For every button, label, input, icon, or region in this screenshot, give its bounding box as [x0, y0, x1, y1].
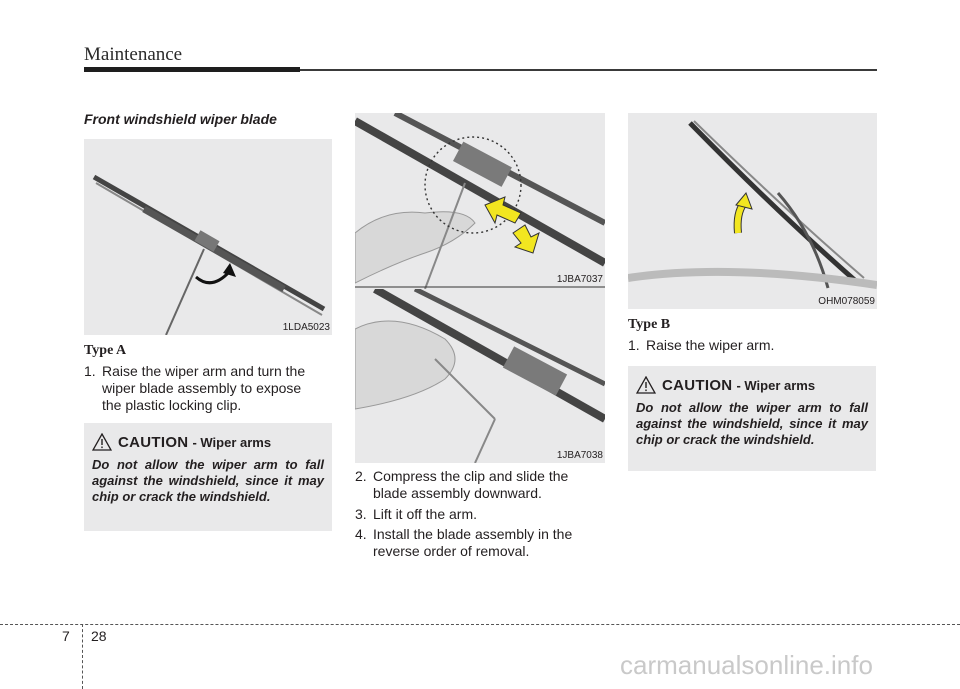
step-number: 1.: [84, 363, 96, 379]
header-title: Maintenance: [84, 44, 183, 65]
step-text: Lift it off the arm.: [373, 506, 478, 522]
header-rule: [300, 69, 877, 71]
figure-code: OHM078059: [818, 296, 875, 307]
type-a-step-1: [84, 363, 334, 414]
figure-code: 1JBA7038: [556, 450, 603, 461]
step-2: [355, 468, 607, 502]
step-number: 4.: [355, 526, 367, 542]
step-text: Install the blade assembly in the: [373, 526, 573, 542]
warning-triangle-icon: [92, 433, 112, 451]
wiper-blade-illustration: [84, 139, 332, 335]
figure-compress-clip: [355, 113, 605, 289]
type-b-step-1: [628, 337, 878, 354]
step-text-cont: blade assembly downward.: [373, 485, 542, 501]
header-bar: [84, 67, 300, 72]
step-3: [355, 506, 607, 523]
step-number: 2.: [355, 468, 367, 484]
caution-subtitle: - Wiper arms: [736, 377, 816, 393]
caution-subtitle: - Wiper arms: [192, 434, 272, 450]
step-number: 3.: [355, 506, 367, 522]
caution-word: CAUTION: [662, 376, 733, 394]
figure-code: 1JBA7037: [556, 274, 603, 285]
figure-type-b-raise: [628, 113, 877, 309]
step-text: Raise the wiper arm and turn the: [102, 363, 306, 379]
chapter-number: 7: [62, 628, 70, 644]
caution-body: Do not allow the wiper arm to fall against the windshield, since it may chip or crack the windshield.: [92, 457, 324, 504]
caution-body: Do not allow the wiper arm to fall against the windshield, since it may chip or crack the windshield.: [636, 400, 868, 447]
footer-rule: [0, 624, 960, 625]
watermark: carmanualsonline.info: [620, 650, 873, 680]
caution-header: [92, 433, 271, 451]
step-text-cont: the plastic locking clip.: [102, 397, 242, 413]
figure-code: 1LDA5023: [282, 322, 330, 333]
caution-header: [636, 376, 815, 394]
footer-divider: [82, 624, 83, 689]
step-text-cont: reverse order of removal.: [373, 543, 530, 559]
clip-compress-illustration: [355, 113, 605, 289]
figure-type-a-turn: [84, 139, 332, 335]
step-text: Raise the wiper arm.: [646, 337, 775, 353]
raise-arm-illustration: [628, 113, 877, 309]
caution-box-1: [84, 423, 332, 531]
section-title: Front windshield wiper blade: [84, 111, 277, 127]
type-a-label: Type A: [84, 343, 127, 358]
caution-box-2: [628, 366, 876, 471]
step-number: 1.: [628, 337, 640, 353]
lift-blade-illustration: [355, 289, 605, 463]
caution-word: CAUTION: [118, 433, 189, 451]
step-4: [355, 526, 607, 560]
figure-lift-blade: [355, 289, 605, 463]
warning-triangle-icon: [636, 376, 656, 394]
step-text-cont: wiper blade assembly to expose: [102, 380, 302, 396]
step-text: Compress the clip and slide the: [373, 468, 569, 484]
type-b-label: Type B: [628, 317, 671, 332]
page-number: 28: [91, 628, 107, 644]
